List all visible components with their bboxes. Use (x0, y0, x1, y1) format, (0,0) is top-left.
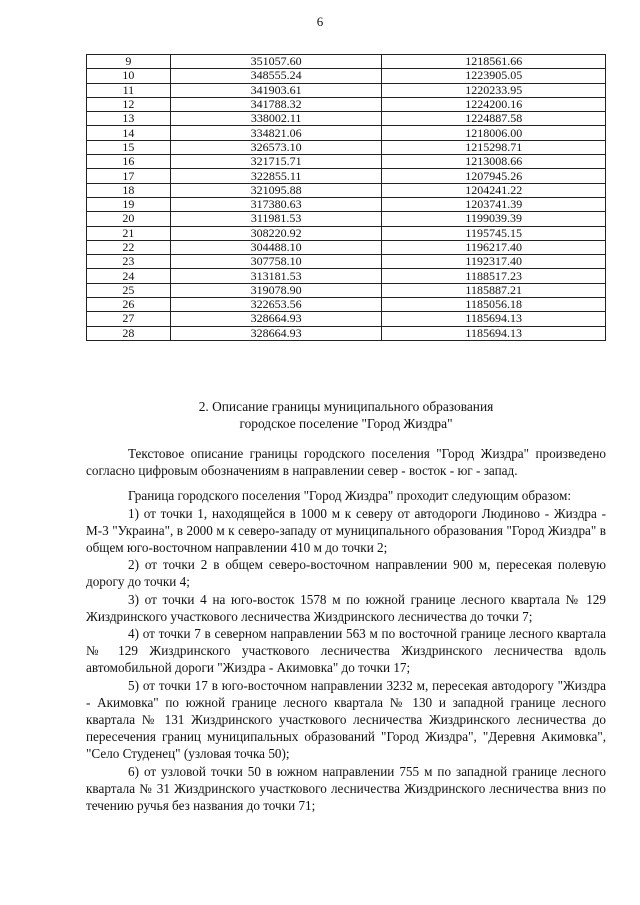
y-coordinate-cell: 1223905.05 (382, 69, 606, 83)
table-row (87, 255, 606, 269)
y-coordinate-cell: 1196217.40 (382, 240, 606, 254)
x-coordinate-cell: 308220.92 (170, 226, 382, 240)
x-coordinate-cell: 328664.93 (170, 326, 382, 340)
table-row (87, 155, 606, 169)
y-coordinate-cell: 1220233.95 (382, 83, 606, 97)
x-coordinate-cell: 317380.63 (170, 197, 382, 211)
x-coordinate-cell: 322653.56 (170, 298, 382, 312)
y-coordinate-cell: 1192317.40 (382, 255, 606, 269)
point-number-cell: 24 (87, 269, 171, 283)
x-coordinate-cell: 341788.32 (170, 97, 382, 111)
x-coordinate-cell: 307758.10 (170, 255, 382, 269)
paragraph-item-1: 1) от точки 1, находящейся в 1000 м к северу от автодороги Людиново - Жиздра - М-3 "Украина", в 2000 м к северо-западу от муниципального образования "Город Жиздра" в общем юго-восточном направлении 410 м до точки 2; (86, 505, 606, 556)
x-coordinate-cell: 334821.06 (170, 126, 382, 140)
paragraph-item-3: 3) от точки 4 на юго-восток 1578 м по южной границе лесного квартала № 129 Жиздринского участкового лесничества Жиздринского лесничества до точки 7; (86, 591, 606, 624)
table-row (87, 240, 606, 254)
coordinates-table (86, 54, 606, 341)
coordinates-table-body (87, 55, 606, 341)
point-number-cell: 14 (87, 126, 171, 140)
y-coordinate-cell: 1213008.66 (382, 155, 606, 169)
x-coordinate-cell: 321715.71 (170, 155, 382, 169)
paragraph-item-5: 5) от точки 17 в юго-восточном направлении 3232 м, пересекая автодорогу "Жиздра - Акимовка" по южной границе лесного квартала № 130 и западной границе лесного квартала № 131 Жиздринского участкового лесничества Жиздринского лесничества до пересечения границ муниципальных образований "Город Жиздра", "Деревня Акимовка", "Село Студенец" (узловая точка 50); (86, 677, 606, 762)
point-number-cell: 11 (87, 83, 171, 97)
point-number-cell: 27 (87, 312, 171, 326)
y-coordinate-cell: 1207945.26 (382, 169, 606, 183)
x-coordinate-cell: 322855.11 (170, 169, 382, 183)
y-coordinate-cell: 1224200.16 (382, 97, 606, 111)
point-number-cell: 13 (87, 112, 171, 126)
y-coordinate-cell: 1204241.22 (382, 183, 606, 197)
point-number-cell: 15 (87, 140, 171, 154)
table-row (87, 269, 606, 283)
x-coordinate-cell: 326573.10 (170, 140, 382, 154)
section-heading-line-2: городское поселение "Город Жиздра" (239, 416, 453, 431)
table-row (87, 183, 606, 197)
x-coordinate-cell: 319078.90 (170, 283, 382, 297)
y-coordinate-cell: 1215298.71 (382, 140, 606, 154)
y-coordinate-cell: 1185694.13 (382, 326, 606, 340)
point-number-cell: 28 (87, 326, 171, 340)
boundary-description (86, 445, 606, 814)
table-row (87, 55, 606, 69)
y-coordinate-cell: 1203741.39 (382, 197, 606, 211)
table-row (87, 69, 606, 83)
paragraph-intro: Текстовое описание границы городского поселения "Город Жиздра" произведено согласно цифровым обозначениям в направлении север - восток - юг - запад. (86, 446, 606, 479)
paragraph-item-2: 2) от точки 2 в общем северо-восточном направлении 900 м, пересекая полевую дорогу до точки 4; (86, 557, 606, 590)
y-coordinate-cell: 1199039.39 (382, 212, 606, 226)
y-coordinate-cell: 1195745.15 (382, 226, 606, 240)
point-number-cell: 10 (87, 69, 171, 83)
point-number-cell: 19 (87, 197, 171, 211)
point-number-cell: 16 (87, 155, 171, 169)
table-row (87, 226, 606, 240)
y-coordinate-cell: 1218561.66 (382, 55, 606, 69)
paragraph-item-6: 6) от узловой точки 50 в южном направлении 755 м по западной границе лесного квартала № 31 Жиздринского участкового лесничества Жиздринского лесничества вниз по течению ручья без названия до точки 71; (86, 763, 606, 814)
x-coordinate-cell: 338002.11 (170, 112, 382, 126)
table-row (87, 312, 606, 326)
table-row (87, 212, 606, 226)
table-row (87, 283, 606, 297)
x-coordinate-cell: 351057.60 (170, 55, 382, 69)
x-coordinate-cell: 304488.10 (170, 240, 382, 254)
y-coordinate-cell: 1185056.18 (382, 298, 606, 312)
table-row (87, 298, 606, 312)
x-coordinate-cell: 341903.61 (170, 83, 382, 97)
point-number-cell: 17 (87, 169, 171, 183)
y-coordinate-cell: 1218006.00 (382, 126, 606, 140)
point-number-cell: 23 (87, 255, 171, 269)
y-coordinate-cell: 1188517.23 (382, 269, 606, 283)
section-heading-line-1: 2. Описание границы муниципального образования (198, 399, 494, 414)
point-number-cell: 21 (87, 226, 171, 240)
y-coordinate-cell: 1224887.58 (382, 112, 606, 126)
section-heading (86, 398, 606, 432)
point-number-cell: 26 (87, 298, 171, 312)
point-number-cell: 18 (87, 183, 171, 197)
table-row (87, 197, 606, 211)
x-coordinate-cell: 348555.24 (170, 69, 382, 83)
table-row (87, 83, 606, 97)
x-coordinate-cell: 328664.93 (170, 312, 382, 326)
table-row (87, 112, 606, 126)
table-row (87, 140, 606, 154)
x-coordinate-cell: 313181.53 (170, 269, 382, 283)
paragraph-item-4: 4) от точки 7 в северном направлении 563 м по восточной границе лесного квартала № 129 Жиздринского участкового лесничества Жиздринского лесничества вдоль автомобильной дороги "Жиздра - Акимовка" до точки 17; (86, 626, 606, 676)
table-row (87, 326, 606, 340)
y-coordinate-cell: 1185887.21 (382, 283, 606, 297)
point-number-cell: 22 (87, 240, 171, 254)
x-coordinate-cell: 311981.53 (170, 212, 382, 226)
table-row (87, 169, 606, 183)
x-coordinate-cell: 321095.88 (170, 183, 382, 197)
point-number-cell: 12 (87, 97, 171, 111)
point-number-cell: 20 (87, 212, 171, 226)
table-row (87, 97, 606, 111)
y-coordinate-cell: 1185694.13 (382, 312, 606, 326)
paragraph-lead: Граница городского поселения "Город Жиздра" проходит следующим образом: (128, 488, 572, 504)
table-row (87, 126, 606, 140)
point-number-cell: 25 (87, 283, 171, 297)
page-number: 6 (316, 14, 324, 29)
point-number-cell: 9 (87, 55, 171, 69)
